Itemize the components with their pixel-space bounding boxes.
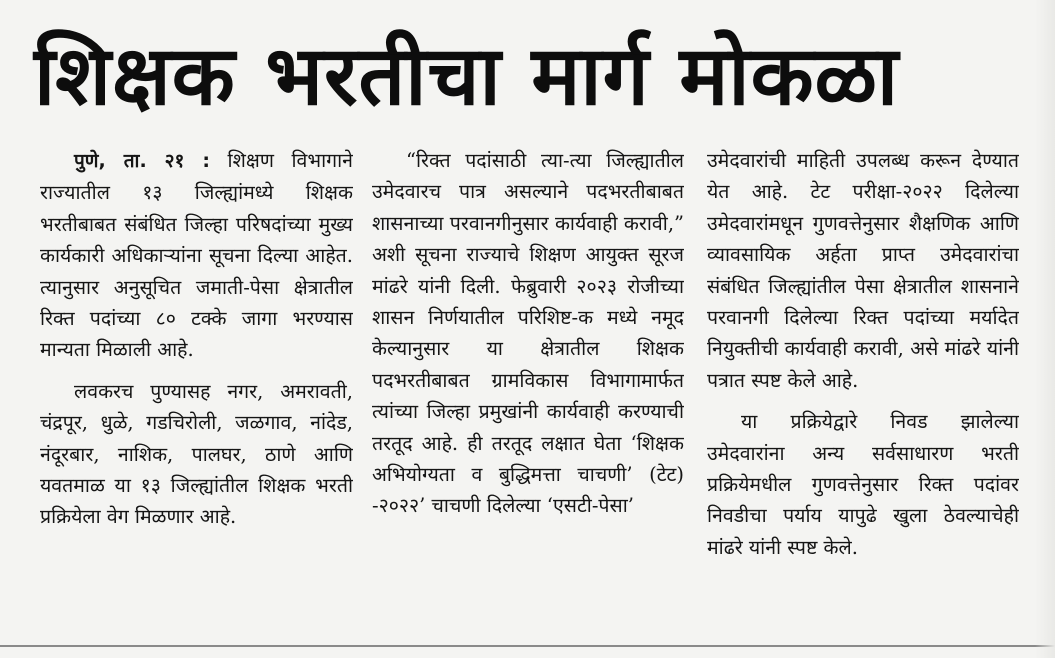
column-1-paragraph-1-text: शिक्षण विभागाने राज्यातील १३ जिल्ह्यांमध्ये शिक्षक भरतीबाबत संबंधित जिल्हा परिषदांच्या मुख्य कार्यकारी अधिकाऱ्यांना सूचना दिल्या आहेत. त्यानुसार अनुसूचित जमाती-पेसा क्षेत्रातील रिक्त पदांच्या ८० टक्के जागा भरण्यास मान्यता मिळाली आहे. [40, 149, 353, 362]
column-3-paragraph-2: या प्रक्रियेद्वारे निवड झालेल्या उमेदवारांना अन्य सर्वसाधारण भरती प्रक्रियेमधील गुणवत्तेनुसार रिक्त पदांवर निवडीचा पर्याय यापुढे खुला ठेवल्याचेही मांढरे यांनी स्पष्ट केले. [707, 410, 1019, 559]
column-1-paragraph-2: लवकरच पुण्यासह नगर, अमरावती, चंद्रपूर, धुळे, गडचिरोली, जळगाव, नांदेड, नंदूरबार, नाशिक, पालघर, ठाणे आणि यवतमाळ या १३ जिल्ह्यांतील शिक्षक भरती प्रक्रियेला वेग मिळणार आहे. [40, 379, 353, 529]
page-edge-shadow [1035, 0, 1055, 658]
dateline: पुणे, ता. २१ : [74, 150, 210, 172]
column-2-paragraph-1: “रिक्त पदांसाठी त्या-त्या जिल्ह्यातील उमेदवारच पात्र असल्याने पदभरतीबाबत शासनाच्या परवानगीनुसार कार्यवाही करावी,” अशी सूचना राज्याचे शिक्षण आयुक्त सूरज मांढरे यांनी दिली. फेब्रुवारी २०२३ रोजीच्या शासन निर्णयातील परिशिष्ट-क मध्ये नमूद केल्यानुसार या क्षेत्रातील शिक्षक पदभरतीबाबत ग्रामविकास विभागामार्फत त्यांच्या जिल्हा प्रमुखांनी कार्यवाही करण्याची तरतूद आहे. ही तरतूद लक्षात घेता ‘शिक्षक अभियोग्यता व बुद्धिमत्ता चाचणी’ (टेट) -२०२२’ चाचणी दिलेल्या ‘एसटी-पेसा’ [372, 149, 684, 518]
article-column-3 [707, 145, 1019, 635]
column-1-paragraph-1 [40, 145, 353, 366]
column-3-paragraph-1: उमेदवारांची माहिती उपलब्ध करून देण्यात येत आहे. टेट परीक्षा-२०२२ दिलेल्या उमेदवारांमधून गुणवत्तेनुसार शैक्षणिक आणि व्यावसायिक अर्हता प्राप्त उमेदवारांचा संबंधित जिल्ह्यांतील पेसा क्षेत्रातील शासनाने परवानगी दिलेल्या रिक्त पदांच्या मर्यादेत नियुक्तीची कार्यवाही करावी, असे मांढरे यांनी पत्रात स्पष्ट केले आहे. [707, 149, 1019, 392]
article-column-1 [40, 145, 353, 635]
headline: शिक्षक भरतीचा मार्ग मोकळा [34, 29, 900, 124]
article-column-2 [372, 145, 684, 635]
bottom-divider [0, 645, 1055, 647]
